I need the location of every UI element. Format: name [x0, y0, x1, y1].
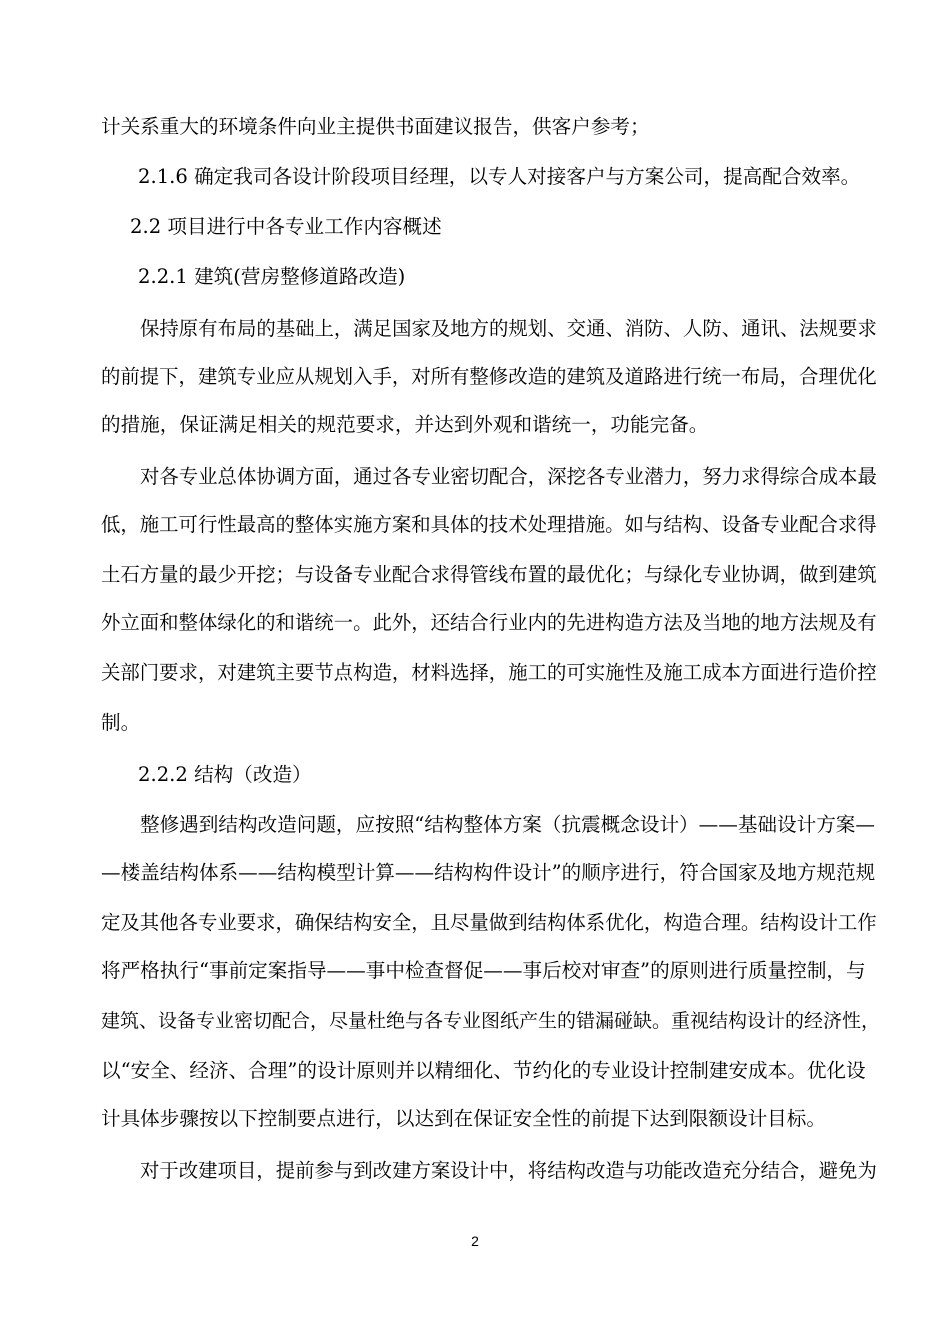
paragraph-line: 的措施，保证满足相关的规范要求，并达到外观和谐统一，功能完备。 — [101, 413, 709, 436]
paragraph-line: 低，施工可行性最高的整体实施方案和具体的技术处理措施。如与结构、设备专业配合求得 — [101, 513, 877, 536]
paragraph-line: 保持原有布局的基础上，满足国家及地方的规划、交通、消防、人防、通讯、法规要求 — [140, 317, 877, 340]
paragraph-line: 对于改建项目，提前参与到改建方案设计中，将结构改造与功能改造充分结合，避免为 — [140, 1159, 877, 1182]
subsection-heading-2-2-1: 2.2.1 建筑(营房整修道路改造) — [138, 265, 406, 288]
text-line-continuation: 计关系重大的环境条件向业主提供书面建议报告，供客户参考； — [101, 115, 650, 138]
paragraph-line: 计具体步骤按以下控制要点进行，以达到在保证安全性的前提下达到限额设计目标。 — [101, 1107, 826, 1130]
paragraph-line: 对各专业总体协调方面，通过各专业密切配合，深挖各专业潜力，努力求得综合成本最 — [140, 465, 877, 488]
paragraph-line: 定及其他各专业要求，确保结构安全，且尽量做到结构体系优化，构造合理。结构设计工作 — [101, 911, 877, 934]
paragraph-line: 将严格执行“事前定案指导——事中检查督促——事后校对审查”的原则进行质量控制，与 — [101, 959, 866, 982]
paragraph-line: 土石方量的最少开挖；与设备专业配合求得管线布置的最优化；与绿化专业协调，做到建筑 — [101, 563, 877, 586]
paragraph-line: 外立面和整体绿化的和谐统一。此外，还结合行业内的先进构造方法及当地的地方法规及有 — [101, 611, 877, 634]
paragraph-line: 以“安全、经济、合理”的设计原则并以精细化、节约化的专业设计控制建安成本。优化设 — [101, 1059, 866, 1082]
subsection-heading-2-2-2: 2.2.2 结构（改造） — [138, 763, 312, 786]
paragraph-line: 的前提下，建筑专业应从规划入手，对所有整修改造的建筑及道路进行统一布局，合理优化 — [101, 365, 877, 388]
paragraph-line: 制。 — [101, 711, 141, 734]
section-heading-2-2: 2.2 项目进行中各专业工作内容概述 — [130, 215, 442, 238]
paragraph-line: 关部门要求，对建筑主要节点构造，材料选择，施工的可实施性及施工成本方面进行造价控 — [101, 661, 877, 684]
paragraph-line: —楼盖结构体系——结构模型计算——结构构件设计”的顺序进行，符合国家及地方规范规 — [101, 861, 876, 884]
paragraph-line: 建筑、设备专业密切配合，尽量杜绝与各专业图纸产生的错漏碰缺。重视结构设计的经济性， — [101, 1010, 881, 1032]
text-line-item-2-1-6: 2.1.6 确定我司各设计阶段项目经理，以专人对接客户与方案公司，提高配合效率。 — [138, 165, 861, 188]
page-number: 2 — [471, 1233, 479, 1249]
paragraph-line: 整修遇到结构改造问题，应按照“结构整体方案（抗震概念设计）——基础设计方案— — [140, 813, 875, 836]
